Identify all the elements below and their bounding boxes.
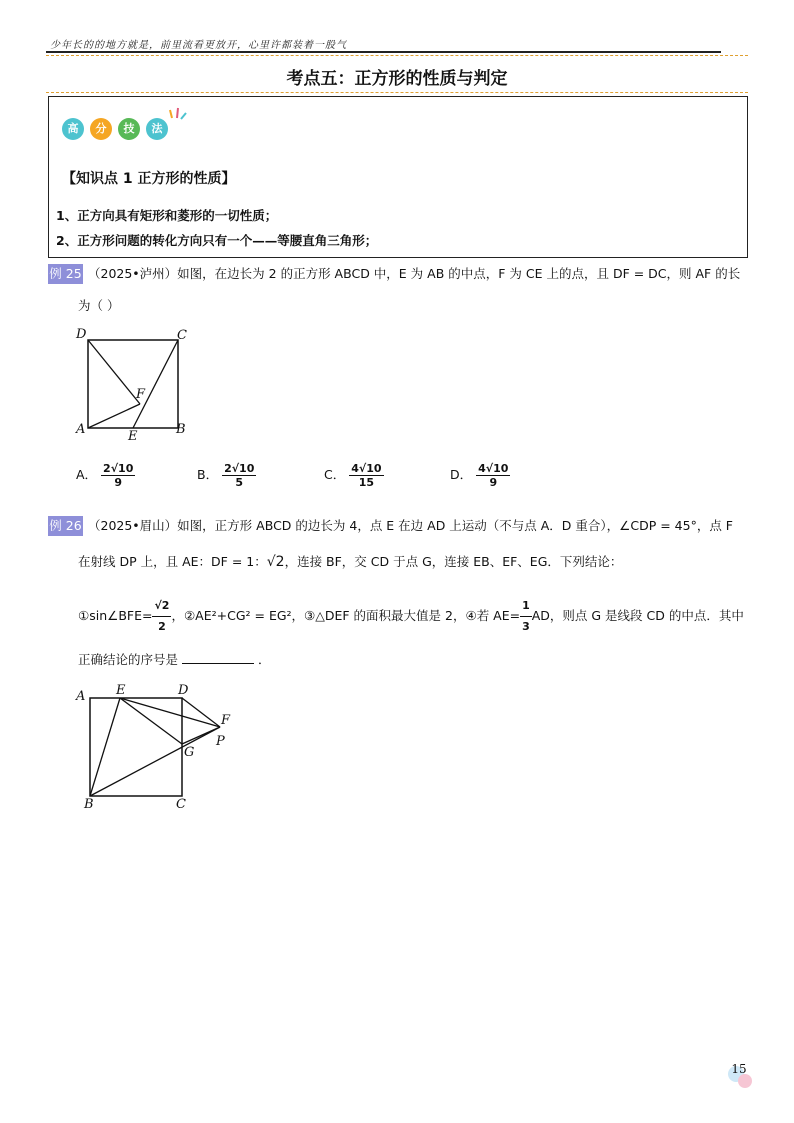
knowledge-point-1: 1、正方向具有矩形和菱形的一切性质； — [56, 208, 278, 223]
knowledge-heading: 【知识点 1 正方形的性质】 — [62, 171, 236, 187]
q26-answer-line: 正确结论的序号是 ． — [78, 652, 271, 667]
badge-char: 法 — [146, 118, 168, 140]
high-score-badge — [62, 112, 192, 156]
q26-label-C: C — [176, 797, 186, 812]
q25-label-B: B — [176, 422, 186, 437]
q25-option-b[interactable]: B． $\frac{2√10}{5}$ — [197, 462, 255, 489]
q25-label-D: D — [76, 327, 87, 342]
q26-label-D: D — [178, 683, 189, 698]
q26-label-F: F — [221, 713, 231, 728]
q25-label-A: A — [76, 422, 86, 437]
q25-label: 例 25 — [48, 264, 83, 284]
q26-figure — [70, 682, 245, 812]
q25-option-c[interactable]: C． $\frac{4√10}{15}$ — [324, 462, 382, 489]
q26-label-E: E — [116, 683, 126, 698]
q25-option-d[interactable]: D． $\frac{4√10}{9}$ — [450, 462, 509, 489]
q25-figure — [70, 322, 200, 447]
q26-label: 例 26 — [48, 516, 83, 536]
q26-label-P: P — [216, 734, 225, 749]
answer-blank[interactable] — [182, 663, 254, 664]
header-motto: 少年长的的地方就是，前里流看更放开，心里许都装着一股气 — [50, 40, 347, 51]
q25-label-E: E — [128, 429, 138, 444]
sparkle-icon — [166, 106, 188, 122]
q26-stem-line1: （2025•眉山）如图，正方形 ABCD 的边长为 4，点 E 在边 AD 上运动（不与点 A．D 重合），∠CDP = 45°，点 F — [88, 518, 733, 533]
header-rule — [46, 51, 721, 53]
q25-label-F: F — [136, 387, 146, 402]
header-dashed-rule — [46, 55, 748, 56]
title-dashed-rule — [46, 92, 748, 93]
q26-label-G: G — [184, 745, 195, 760]
q25-option-a[interactable]: A． $\frac{2√10}{9}$ — [76, 462, 134, 489]
q26-label-B: B — [84, 797, 94, 812]
q26-stem-line2: 在射线 DP 上，且 AE：DF = 1：√2，连接 BF，交 CD 于点 G，连接 EB、EF、EG．下列结论： — [78, 554, 623, 570]
badge-char: 分 — [90, 118, 112, 140]
page-number: 15 — [731, 1062, 747, 1076]
knowledge-point-2: 2、正方形问题的转化方向只有一个——等腰直角三角形； — [56, 233, 378, 248]
q26-conclusions: ①sin∠BFE= $\frac{√2}{2}$ ，②AE²+CG² = EG²，③△DEF 的面积最大值是 2，④若 AE= $\frac{1}{3}$ AD，则点 G 是线段 CD 的中点．其中 — [78, 596, 744, 637]
q26-label-A: A — [76, 689, 86, 704]
badge-char: 高 — [62, 118, 84, 140]
page-deco-pink — [738, 1074, 752, 1088]
page-title: 考点五：正方形的性质与判定 — [286, 69, 508, 89]
badge-char: 技 — [118, 118, 140, 140]
q25-label-C: C — [177, 328, 187, 343]
q25-stem-line2: 为（ ） — [78, 298, 120, 313]
q25-stem-line1: （2025•泸州）如图，在边长为 2 的正方形 ABCD 中，E 为 AB 的中点，F 为 CE 上的点，且 DF = DC，则 AF 的长 — [88, 266, 741, 281]
